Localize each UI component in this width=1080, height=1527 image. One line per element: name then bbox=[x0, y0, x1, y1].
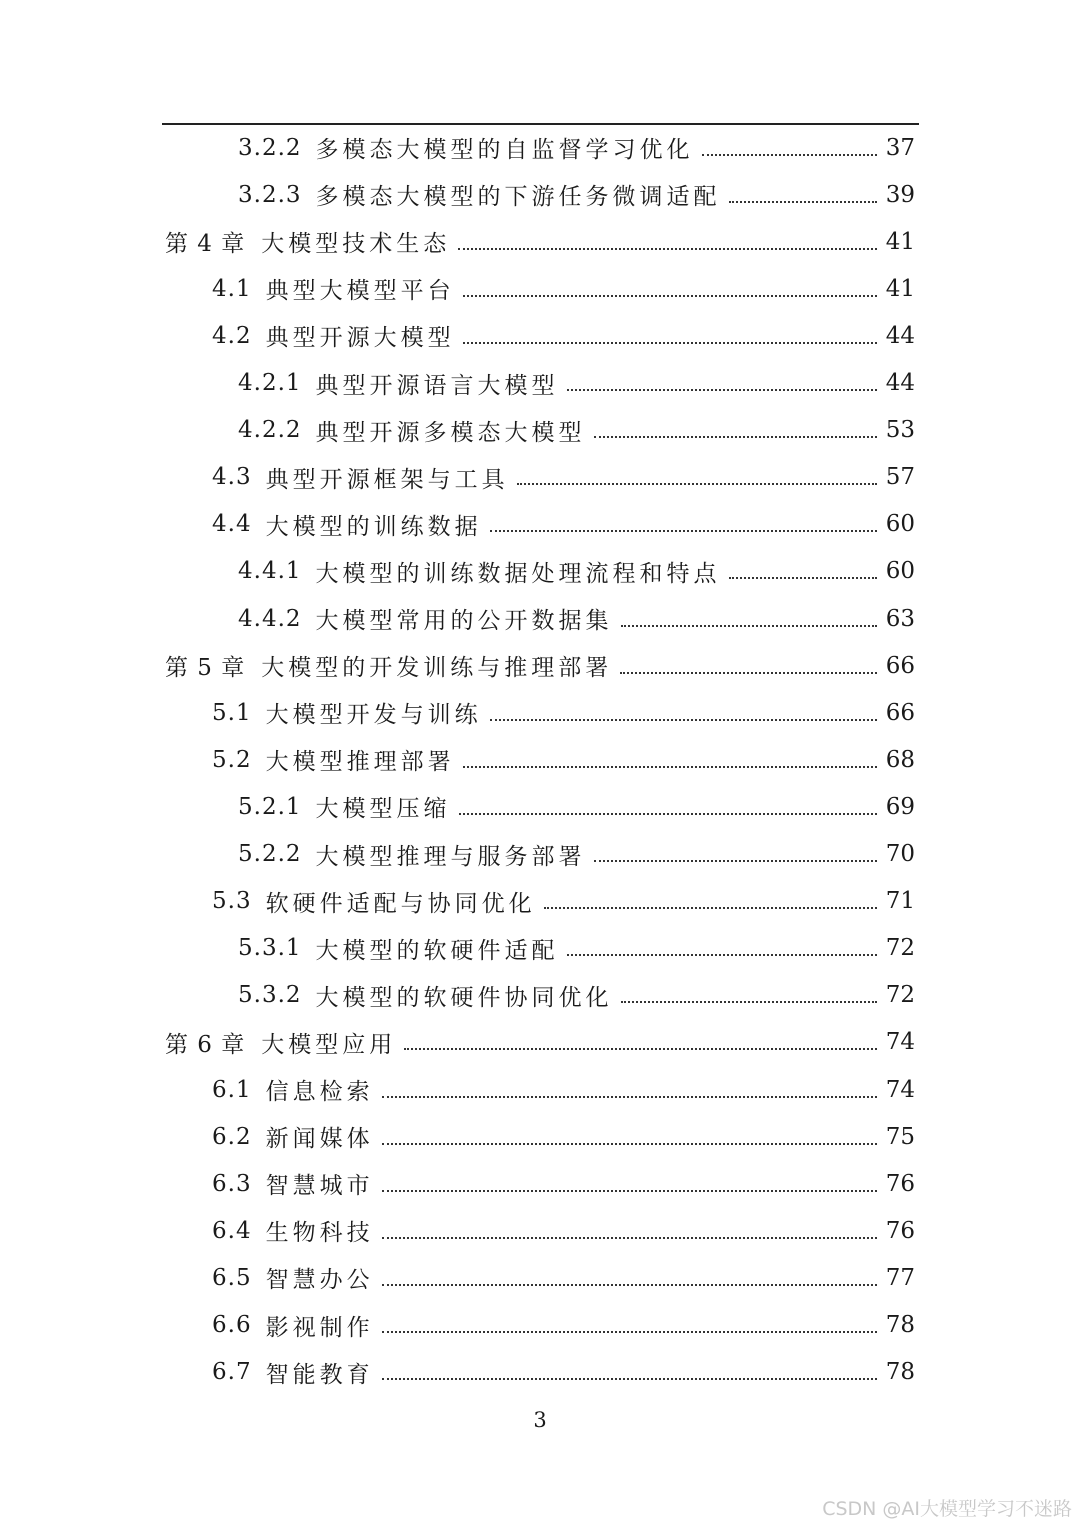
toc-entry-page: 76 bbox=[885, 1170, 915, 1197]
toc-entry-number: 5.2.1 bbox=[238, 793, 302, 820]
toc-entry-number: 5.3.1 bbox=[238, 935, 302, 962]
toc-entry[interactable] bbox=[238, 124, 915, 171]
toc-entry-number: 第 6 章 bbox=[165, 1031, 246, 1058]
toc-entry[interactable] bbox=[212, 736, 915, 783]
toc-entry-page: 41 bbox=[885, 275, 915, 302]
toc-dot-leader bbox=[594, 436, 877, 438]
toc-entry[interactable] bbox=[212, 1066, 915, 1113]
toc-dot-leader bbox=[567, 954, 877, 956]
toc-entry-page: 60 bbox=[885, 511, 915, 538]
toc-dot-leader bbox=[620, 672, 877, 674]
toc-entry[interactable] bbox=[212, 501, 915, 548]
toc-entry[interactable] bbox=[238, 972, 915, 1019]
toc-entry[interactable] bbox=[212, 312, 915, 359]
toc-entry-number: 5.3 bbox=[212, 888, 252, 915]
toc-dot-leader bbox=[544, 907, 877, 909]
toc-entry-title: 智慧办公 bbox=[265, 1267, 374, 1294]
toc-entry-page: 37 bbox=[885, 134, 915, 161]
toc-entry[interactable] bbox=[165, 642, 915, 689]
toc-entry-page: 72 bbox=[885, 935, 915, 962]
toc-entry-title: 典型开源语言大模型 bbox=[315, 372, 559, 399]
toc-dot-leader bbox=[729, 201, 877, 203]
toc-entry-number: 4.4.2 bbox=[238, 605, 302, 632]
toc-entry-page: 74 bbox=[885, 1076, 915, 1103]
toc-entry-title: 多模态大模型的下游任务微调适配 bbox=[315, 184, 721, 211]
toc-entry-page: 53 bbox=[885, 417, 915, 444]
toc-entry-number: 4.2 bbox=[212, 322, 252, 349]
toc-entry-number: 4.4.1 bbox=[238, 558, 302, 585]
toc-dot-leader bbox=[621, 625, 877, 627]
toc-entry-number: 6.1 bbox=[212, 1076, 252, 1103]
toc-entry-title: 大模型的软硬件协同优化 bbox=[315, 984, 613, 1011]
toc-entry-number: 5.3.2 bbox=[238, 982, 302, 1009]
toc-entry-page: 74 bbox=[885, 1029, 915, 1056]
toc-entry-number: 5.2.2 bbox=[238, 841, 302, 867]
toc-entry-title: 多模态大模型的自监督学习优化 bbox=[315, 137, 694, 163]
toc-entry-title: 信息检索 bbox=[265, 1079, 374, 1105]
toc-dot-leader bbox=[729, 577, 877, 579]
toc-dot-leader bbox=[463, 766, 877, 768]
toc-entry[interactable] bbox=[238, 783, 915, 830]
toc-entry[interactable] bbox=[212, 1349, 915, 1396]
toc-entry-page: 57 bbox=[885, 464, 915, 491]
toc-entry-number: 第 5 章 bbox=[165, 655, 246, 682]
toc-entry-number: 6.2 bbox=[212, 1123, 252, 1150]
toc-entry-title: 大模型常用的公开数据集 bbox=[315, 608, 613, 634]
toc-entry[interactable] bbox=[165, 1019, 915, 1066]
toc-entry-page: 44 bbox=[885, 370, 915, 396]
toc-dot-leader bbox=[490, 719, 877, 721]
toc-dot-leader bbox=[594, 860, 877, 862]
toc-entry-title: 典型大模型平台 bbox=[265, 278, 455, 305]
toc-entry-number: 4.2.1 bbox=[238, 370, 302, 396]
toc-entry-title: 大模型开发与训练 bbox=[265, 702, 482, 729]
toc-entry-number: 4.1 bbox=[212, 275, 252, 302]
toc-entry-number: 5.1 bbox=[212, 699, 252, 726]
toc-entry-title: 新闻媒体 bbox=[265, 1126, 374, 1153]
toc-entry[interactable] bbox=[238, 925, 915, 972]
toc-entry-number: 第 4 章 bbox=[165, 231, 246, 258]
toc-entry-title: 生物科技 bbox=[265, 1220, 374, 1247]
toc-entry[interactable] bbox=[238, 595, 915, 642]
watermark: CSDN @AI大模型学习不迷路 bbox=[822, 1498, 1072, 1520]
toc-entry-page: 78 bbox=[885, 1312, 915, 1338]
toc-entry-number: 4.4 bbox=[212, 511, 252, 538]
toc-entry-page: 68 bbox=[885, 746, 915, 773]
toc-dot-leader bbox=[702, 154, 877, 156]
toc-entry[interactable] bbox=[212, 1160, 915, 1207]
toc-entry-title: 大模型压缩 bbox=[315, 796, 451, 823]
toc-entry-page: 41 bbox=[885, 228, 915, 255]
toc-entry-number: 3.2.3 bbox=[238, 181, 302, 208]
toc-dot-leader bbox=[621, 1001, 877, 1003]
toc-entry-number: 4.2.2 bbox=[238, 417, 302, 444]
toc-dot-leader bbox=[459, 813, 877, 815]
toc-entry-page: 71 bbox=[885, 888, 915, 915]
toc-dot-leader bbox=[382, 1331, 877, 1333]
toc-entry-title: 大模型推理与服务部署 bbox=[315, 843, 586, 870]
toc-entry-page: 60 bbox=[885, 558, 915, 585]
toc-dot-leader bbox=[567, 389, 877, 391]
toc-entry-number: 6.7 bbox=[212, 1359, 252, 1386]
toc-entry[interactable] bbox=[238, 360, 915, 407]
toc-dot-leader bbox=[458, 248, 877, 250]
toc-entry-page: 72 bbox=[885, 982, 915, 1009]
toc-entry[interactable] bbox=[238, 407, 915, 454]
toc-entry-page: 63 bbox=[885, 605, 915, 632]
toc-entry[interactable] bbox=[238, 548, 915, 595]
toc-entry-title: 大模型的开发训练与推理部署 bbox=[261, 655, 613, 682]
page-number: 3 bbox=[533, 1408, 547, 1432]
toc-entry[interactable] bbox=[238, 831, 915, 878]
toc-entry[interactable] bbox=[238, 171, 915, 218]
toc-entry-title: 大模型技术生态 bbox=[261, 231, 451, 258]
toc-entry-title: 典型开源多模态大模型 bbox=[315, 419, 586, 446]
toc-entry-page: 66 bbox=[885, 699, 915, 726]
toc-dot-leader bbox=[490, 530, 877, 532]
toc-entry[interactable] bbox=[212, 1254, 915, 1301]
toc-entry-page: 78 bbox=[885, 1359, 915, 1386]
toc-entry-page: 75 bbox=[885, 1123, 915, 1150]
toc-entry[interactable] bbox=[212, 265, 915, 312]
toc-entry[interactable] bbox=[212, 689, 915, 736]
toc-entry-number: 6.6 bbox=[212, 1312, 252, 1338]
toc-entry-number: 3.2.2 bbox=[238, 134, 302, 161]
toc-entry-title: 大模型的软硬件适配 bbox=[315, 937, 559, 964]
toc-entry-number: 5.2 bbox=[212, 746, 252, 773]
toc-entry-number: 6.4 bbox=[212, 1217, 252, 1244]
toc-entry[interactable] bbox=[165, 218, 915, 265]
toc-entry-title: 典型开源框架与工具 bbox=[265, 466, 509, 493]
toc-entry-number: 4.3 bbox=[212, 464, 252, 491]
toc-entry-title: 大模型的训练数据处理流程和特点 bbox=[315, 560, 721, 587]
toc-dot-leader bbox=[463, 295, 877, 297]
toc-dot-leader bbox=[382, 1378, 877, 1380]
toc-entry-page: 66 bbox=[885, 652, 915, 679]
toc-dot-leader bbox=[463, 342, 877, 344]
toc-entry-title: 智慧城市 bbox=[265, 1173, 374, 1200]
toc-dot-leader bbox=[382, 1190, 877, 1192]
toc-entry-title: 软硬件适配与协同优化 bbox=[265, 890, 536, 917]
toc-dot-leader bbox=[404, 1048, 877, 1050]
toc-entry-page: 76 bbox=[885, 1217, 915, 1244]
toc-dot-leader bbox=[382, 1237, 877, 1239]
toc-entry-page: 44 bbox=[885, 322, 915, 349]
toc-entry[interactable] bbox=[212, 1207, 915, 1254]
toc-entry-title: 影视制作 bbox=[265, 1314, 374, 1341]
toc-dot-leader bbox=[382, 1284, 877, 1286]
toc-dot-leader bbox=[382, 1096, 877, 1098]
toc-entry-page: 70 bbox=[885, 841, 915, 867]
toc-entry-number: 6.3 bbox=[212, 1170, 252, 1197]
toc-entry-title: 大模型推理部署 bbox=[265, 749, 455, 776]
toc-entry[interactable] bbox=[212, 454, 915, 501]
toc-entry-page: 69 bbox=[885, 793, 915, 820]
toc-entry-page: 77 bbox=[885, 1264, 915, 1291]
toc-entry-title: 典型开源大模型 bbox=[265, 325, 455, 352]
toc-entry-number: 6.5 bbox=[212, 1264, 252, 1291]
toc-dot-leader bbox=[517, 483, 877, 485]
toc-entry[interactable] bbox=[212, 1302, 915, 1349]
toc-entry[interactable] bbox=[212, 1113, 915, 1160]
toc-entry-title: 大模型的训练数据 bbox=[265, 513, 482, 540]
toc-entry-page: 39 bbox=[885, 181, 915, 208]
toc-entry[interactable] bbox=[212, 878, 915, 925]
toc-entry-title: 智能教育 bbox=[265, 1361, 374, 1388]
toc-entry-title: 大模型应用 bbox=[261, 1031, 397, 1058]
toc-dot-leader bbox=[382, 1143, 877, 1145]
